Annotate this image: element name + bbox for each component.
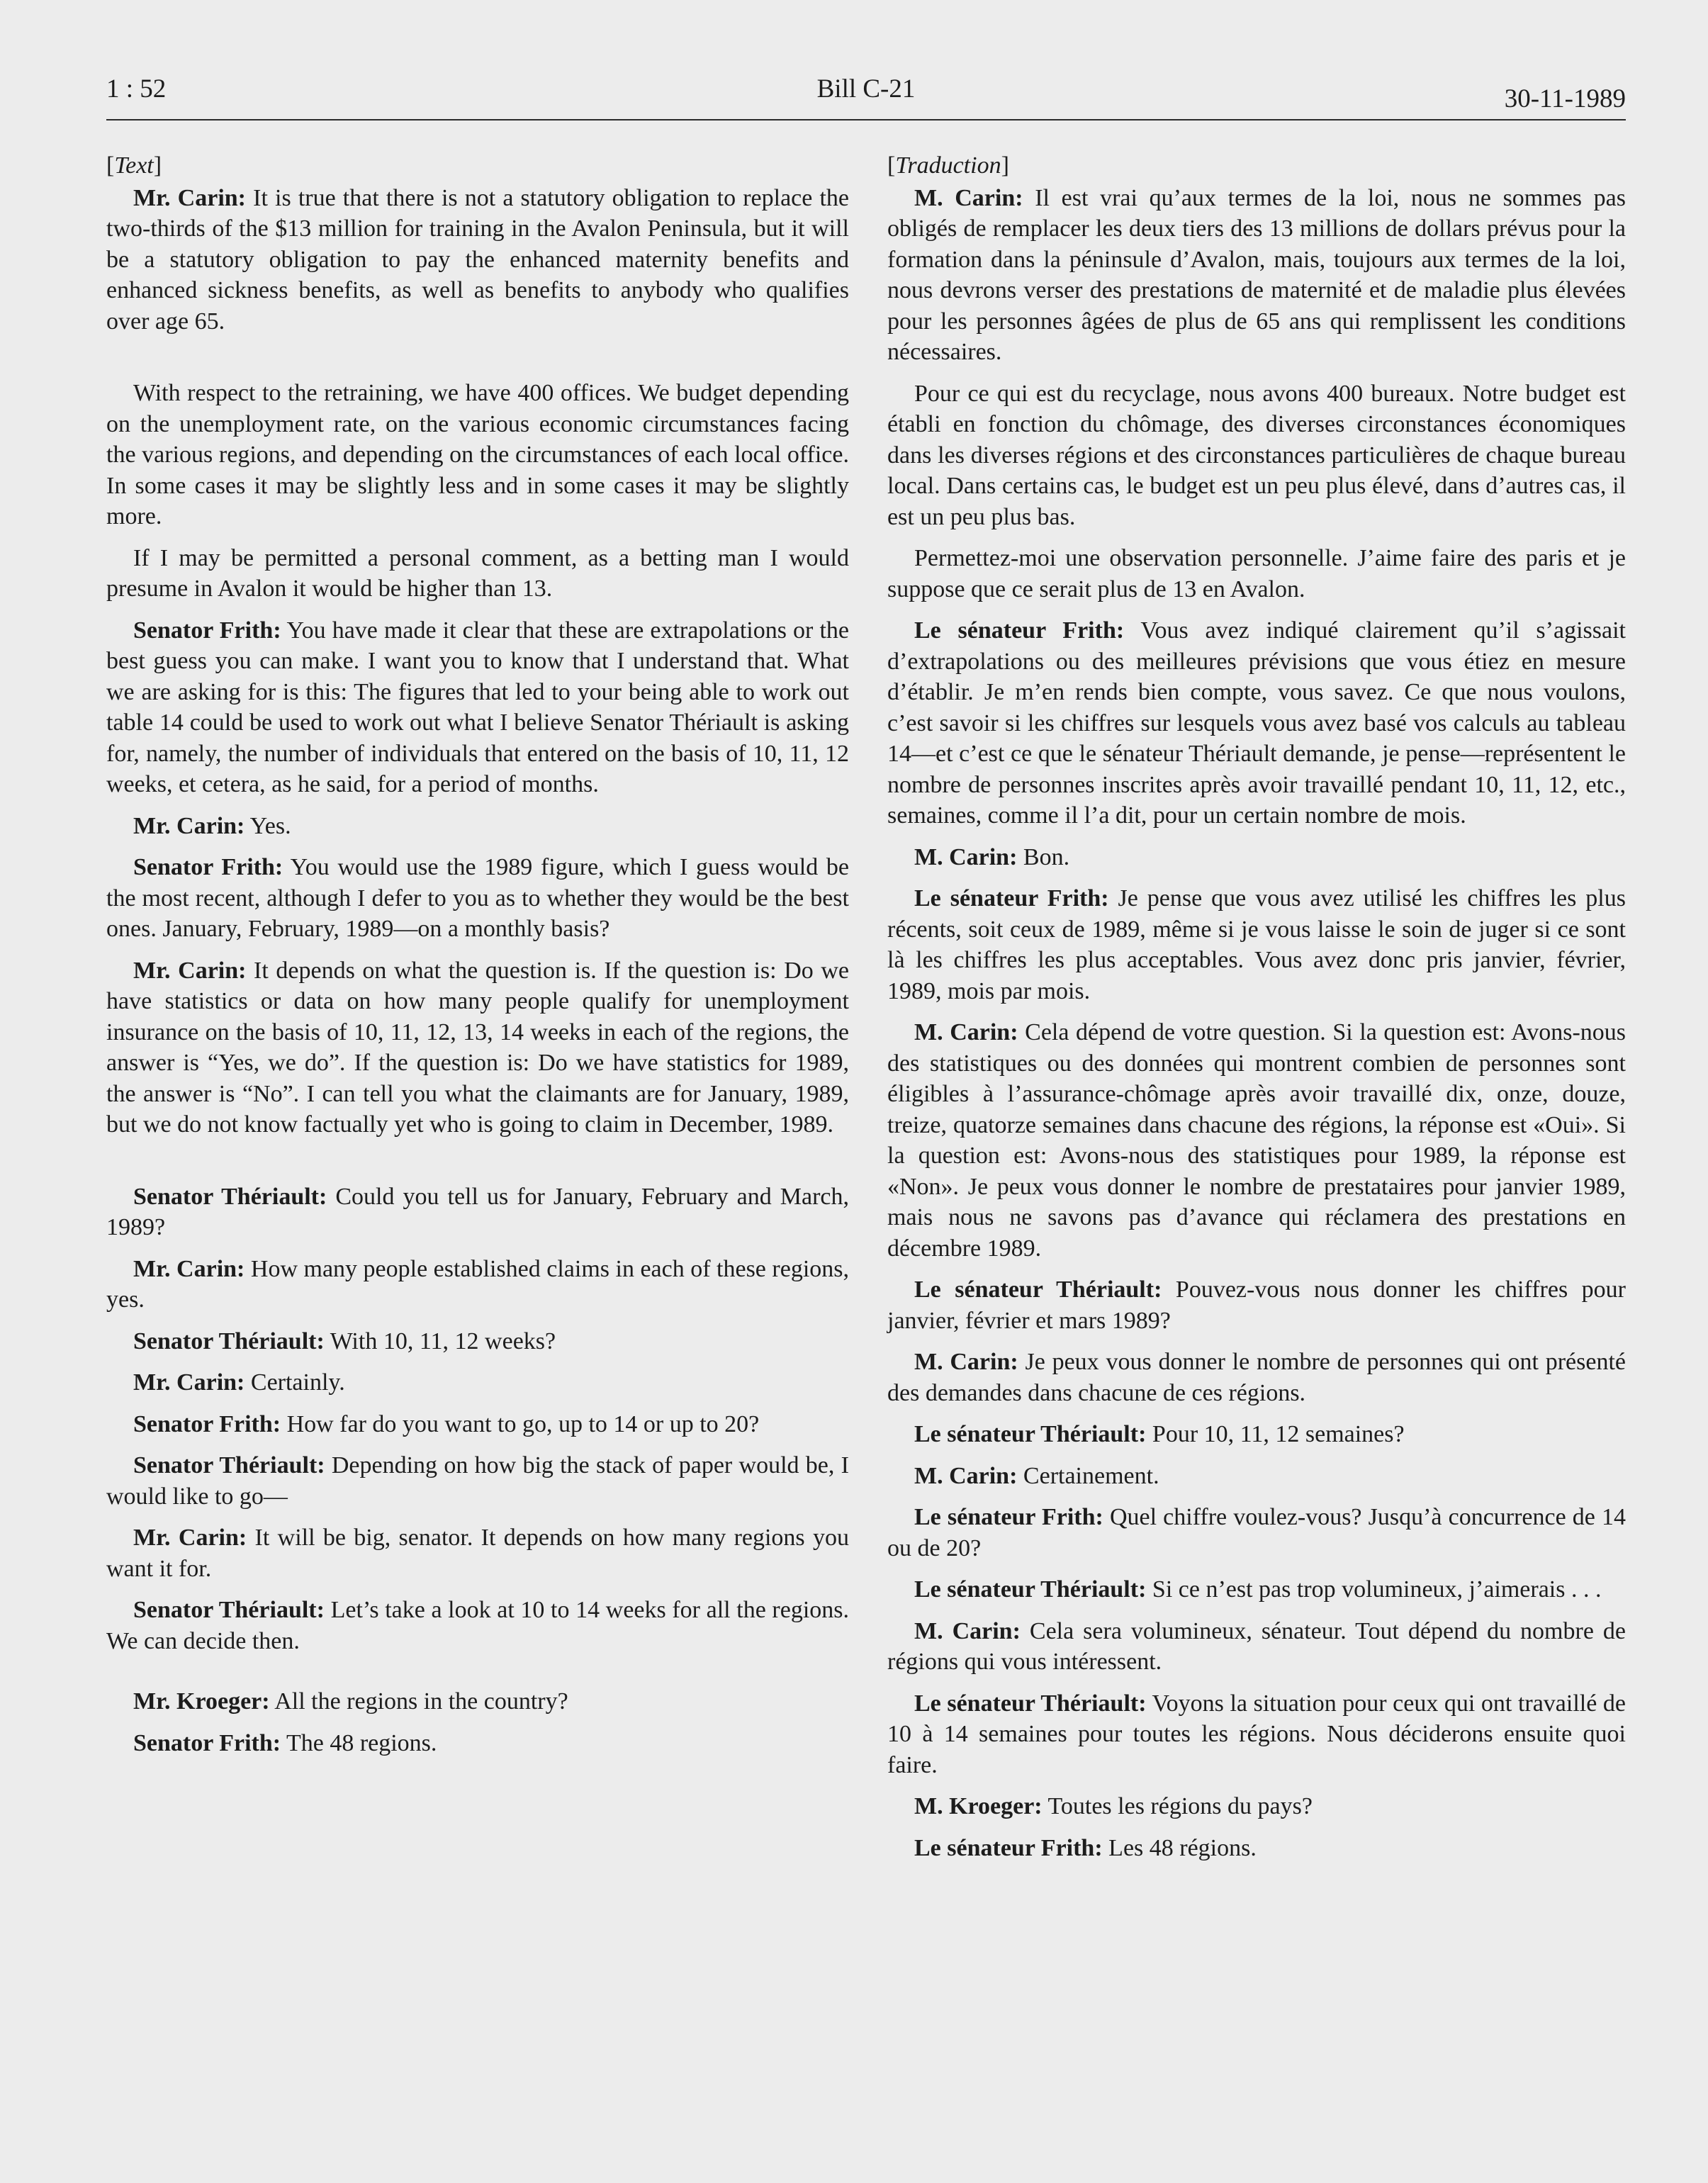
paragraph — [887, 1574, 1626, 1605]
speaker: Senator Thériault: — [133, 1597, 325, 1623]
paragraph — [106, 615, 849, 800]
speech: Vous avez indiqué clairement qu’il s’agissait d’extrapolations ou des meilleures prévisions que vous étiez en mesure d’établir. Je m’en rends bien compte, vous savez. Ce que nous voulons, c’est savoir si les chiffres sur lesquels vous avez basé vos calculs au tableau 14—et c’est ce que le sénateur Thériault demande, je pense—représentent le nombre de personnes inscrites après avoir travaillé pendant 10, 11, 12, etc., semaines, comme il l’a dit, pour un certain nombre de mois. — [887, 617, 1626, 829]
paragraph — [106, 543, 849, 605]
paragraph — [106, 1326, 849, 1357]
paragraph — [887, 883, 1626, 1006]
speech: Voyons la situation pour ceux qui ont travaillé de 10 à 14 semaines pour toutes les régions. Nous déciderons ensuite quoi faire. — [887, 1690, 1626, 1778]
paragraph — [887, 842, 1626, 873]
speaker: Senator Frith: — [133, 1410, 281, 1437]
french-column — [887, 150, 1626, 1874]
speech: It depends on what the question is. If the question is: Do we have statistics or data on how many people qualify for unemployment insurance on the basis of 10, 11, 12, 13, 14 weeks in each of the regions, the answer is “Yes, we do”. If the question is: Do we have statistics for 1989, the answer is “No”. I can tell you what the claimants are for January, 1989, but we do not know factually yet who is going to claim in December, 1989. — [106, 957, 849, 1138]
text-tag: [Text] — [106, 152, 162, 179]
speech: Il est vrai qu’aux termes de la loi, nous ne sommes pas obligés de remplacer les deux tiers des 13 millions de dollars prévus pour la formation dans la péninsule d’Avalon, mais, toujours aux termes de la loi, nous devrons verser des prestations de maternité et de maladie plus élevées pour les personnes âgées de plus de 65 ans qui remplissent les conditions nécessaires. — [887, 184, 1626, 365]
speaker: Le sénateur Frith: — [914, 885, 1109, 911]
page-header — [106, 74, 1626, 120]
paragraph — [106, 1182, 849, 1243]
paragraph — [887, 543, 1626, 605]
paragraph — [106, 183, 849, 337]
traduction-tag: [Traduction] — [887, 152, 1009, 179]
speech: It is true that there is not a statutory obligation to replace the two-thirds of the $13 million for training in the Avalon Peninsula, but it will be a statutory obligation to pay the enhanced maternity benefits and enhanced sickness benefits, as well as benefits to anybody who qualifies over age 65. — [106, 184, 849, 335]
speaker: Le sénateur Frith: — [914, 1834, 1103, 1861]
speech: Toutes les régions du pays? — [1042, 1793, 1313, 1819]
speech: Depending on how big the stack of paper would be, I would like to go— — [106, 1452, 849, 1510]
speaker: M. Carin: — [914, 1349, 1018, 1375]
speaker: M. Carin: — [914, 843, 1018, 870]
paragraph — [887, 1833, 1626, 1864]
speech: Je peux vous donner le nombre de personnes qui ont présenté des demandes dans chacune de ces régions. — [887, 1349, 1626, 1406]
header-date: 30-11-1989 — [1504, 84, 1626, 113]
bill-title: Bill C-21 — [816, 74, 916, 103]
paragraph — [887, 1502, 1626, 1564]
paragraph — [106, 955, 849, 1140]
speech: How far do you want to go, up to 14 or up to 20? — [281, 1410, 760, 1437]
speaker: Mr. Carin: — [133, 1255, 245, 1282]
speech: If I may be permitted a personal comment, as a betting man I would presume in Avalon it would be higher than 13. — [106, 544, 849, 602]
paragraph — [887, 1419, 1626, 1450]
paragraph — [887, 1616, 1626, 1678]
speech: With respect to the retraining, we have 400 offices. We budget depending on the unemployment rate, on the various economic circumstances facing the various regions, and depending on the circumstances of each local office. In some cases it may be slightly less and in some cases it may be slightly more. — [106, 380, 849, 529]
speaker: M. Carin: — [914, 184, 1023, 211]
speech: Quel chiffre voulez-vous? Jusqu’à concurrence de 14 ou de 20? — [887, 1504, 1626, 1561]
speaker: M. Carin: — [914, 1019, 1018, 1045]
paragraph — [106, 378, 849, 532]
speaker: Le sénateur Thériault: — [914, 1690, 1147, 1717]
speaker: Mr. Carin: — [133, 957, 247, 984]
speaker: M. Carin: — [914, 1462, 1018, 1489]
speech: All the regions in the country? — [269, 1688, 568, 1715]
speech: Let’s take a look at 10 to 14 weeks for all the regions. We can decide then. — [106, 1597, 850, 1654]
speech: Permettez-moi une observation personnelle. J’aime faire des paris et je suppose que ce serait plus de 13 en Avalon. — [887, 545, 1626, 602]
speech: Si ce n’est pas trop volumineux, j’aimerais . . . — [1146, 1576, 1602, 1603]
paragraph — [887, 183, 1626, 368]
speaker: Senator Thériault: — [133, 1452, 325, 1478]
speaker: Le sénateur Frith: — [914, 617, 1125, 644]
speech: Pouvez-vous nous donner les chiffres pour janvier, février et mars 1989? — [887, 1276, 1626, 1334]
speaker: Senator Frith: — [133, 854, 283, 880]
speaker: Le sénateur Thériault: — [914, 1576, 1147, 1603]
paragraph — [887, 1461, 1626, 1492]
speech: Bon. — [1017, 843, 1070, 870]
speaker: Senator Thériault: — [133, 1183, 327, 1210]
speech: Certainly. — [245, 1369, 345, 1396]
speech: Pour ce qui est du recyclage, nous avons 400 bureaux. Notre budget est établi en fonction du chômage, des diverses circonstances économiques dans les diverses régions et des circonstances particulières de chaque bureau local. Dans certains cas, le budget est un peu plus élevé, dans d’autres cas, il est un peu plus bas. — [887, 380, 1626, 530]
paragraph — [106, 852, 849, 945]
speech: The 48 regions. — [281, 1729, 437, 1756]
speaker: Mr. Carin: — [133, 812, 245, 839]
speech: It will be big, senator. It depends on how many regions you want it for. — [106, 1525, 849, 1582]
speech: Je pense que vous avez utilisé les chiffres les plus récents, soit ceux de 1989, même si je vous laisse le soin de juger si ce sont là les chiffres les plus acceptables. Vous avez donc pris janvier, février, 1989, mois par mois. — [887, 885, 1626, 1004]
speaker: Mr. Kroeger: — [133, 1688, 270, 1715]
paragraph — [887, 1347, 1626, 1408]
paragraph — [106, 1367, 849, 1398]
paragraph — [106, 1409, 849, 1440]
speaker: Mr. Carin: — [133, 1369, 245, 1396]
english-column — [106, 150, 849, 1769]
speech: Yes. — [245, 812, 291, 839]
paragraph — [106, 1522, 849, 1584]
paragraph — [106, 1450, 849, 1512]
paragraph — [106, 1686, 849, 1717]
speaker: Mr. Carin: — [133, 184, 247, 211]
paragraph — [887, 1688, 1626, 1781]
paragraph — [887, 1274, 1626, 1336]
page-number: 1 : 52 — [106, 74, 167, 103]
paragraph — [887, 378, 1626, 533]
speaker: Le sénateur Frith: — [914, 1504, 1103, 1530]
speech: Pour 10, 11, 12 semaines? — [1146, 1421, 1405, 1447]
speech: With 10, 11, 12 weeks? — [324, 1328, 556, 1354]
paragraph — [887, 1017, 1626, 1264]
speech: You have made it clear that these are extrapolations or the best guess you can make. I want you to know that I understand that. What we are asking for is this: The figures that led to your being able to work out table 14 could be used to work out what I believe Senator Thériault is asking for, namely, the number of individuals that entered on the basis of 10, 11, 12 weeks, et cetera, as he said, for a period of months. — [106, 617, 849, 797]
speaker: Senator Frith: — [133, 1729, 281, 1756]
speech: Cela sera volumineux, sénateur. Tout dépend du nombre de régions qui vous intéressent. — [887, 1617, 1626, 1675]
speech: Could you tell us for January, February and March, 1989? — [106, 1183, 849, 1240]
speaker: Le sénateur Thériault: — [914, 1421, 1147, 1447]
speaker: Le sénateur Thériault: — [914, 1276, 1162, 1303]
speaker: Senator Frith: — [133, 617, 281, 644]
paragraph — [106, 1728, 849, 1759]
speech: Les 48 régions. — [1102, 1834, 1257, 1861]
speaker: M. Kroeger: — [914, 1793, 1043, 1819]
speaker: Senator Thériault: — [133, 1328, 325, 1354]
speech: Certainement. — [1017, 1462, 1159, 1489]
paragraph — [887, 615, 1626, 831]
speech: How many people established claims in each of these regions, yes. — [106, 1255, 849, 1313]
speech: You would use the 1989 figure, which I guess would be the most recent, although I defer to you as to whether they would be the best ones. January, February, 1989—on a monthly basis? — [106, 854, 849, 942]
paragraph — [887, 1791, 1626, 1822]
paragraph — [106, 1254, 849, 1315]
paragraph — [106, 811, 849, 842]
speaker: Mr. Carin: — [133, 1525, 247, 1551]
speaker: M. Carin: — [914, 1617, 1021, 1644]
paragraph — [106, 1595, 849, 1656]
speech: Cela dépend de votre question. Si la question est: Avons-nous des statistiques ou des données qui montrent combien de personnes sont éligibles à l’assurance-chômage après avoir travaillé dix, onze, douze, treize, quatorze semaines dans chacune des régions, la réponse est «Oui». Si la question est: Avons-nous des statistiques pour 1989, la réponse est «Non». Je peux vous donner le nombre de prestataires pour janvier 1989, mais nous ne savons pas d’avance qui réclamera des prestations en décembre 1989. — [887, 1019, 1626, 1262]
